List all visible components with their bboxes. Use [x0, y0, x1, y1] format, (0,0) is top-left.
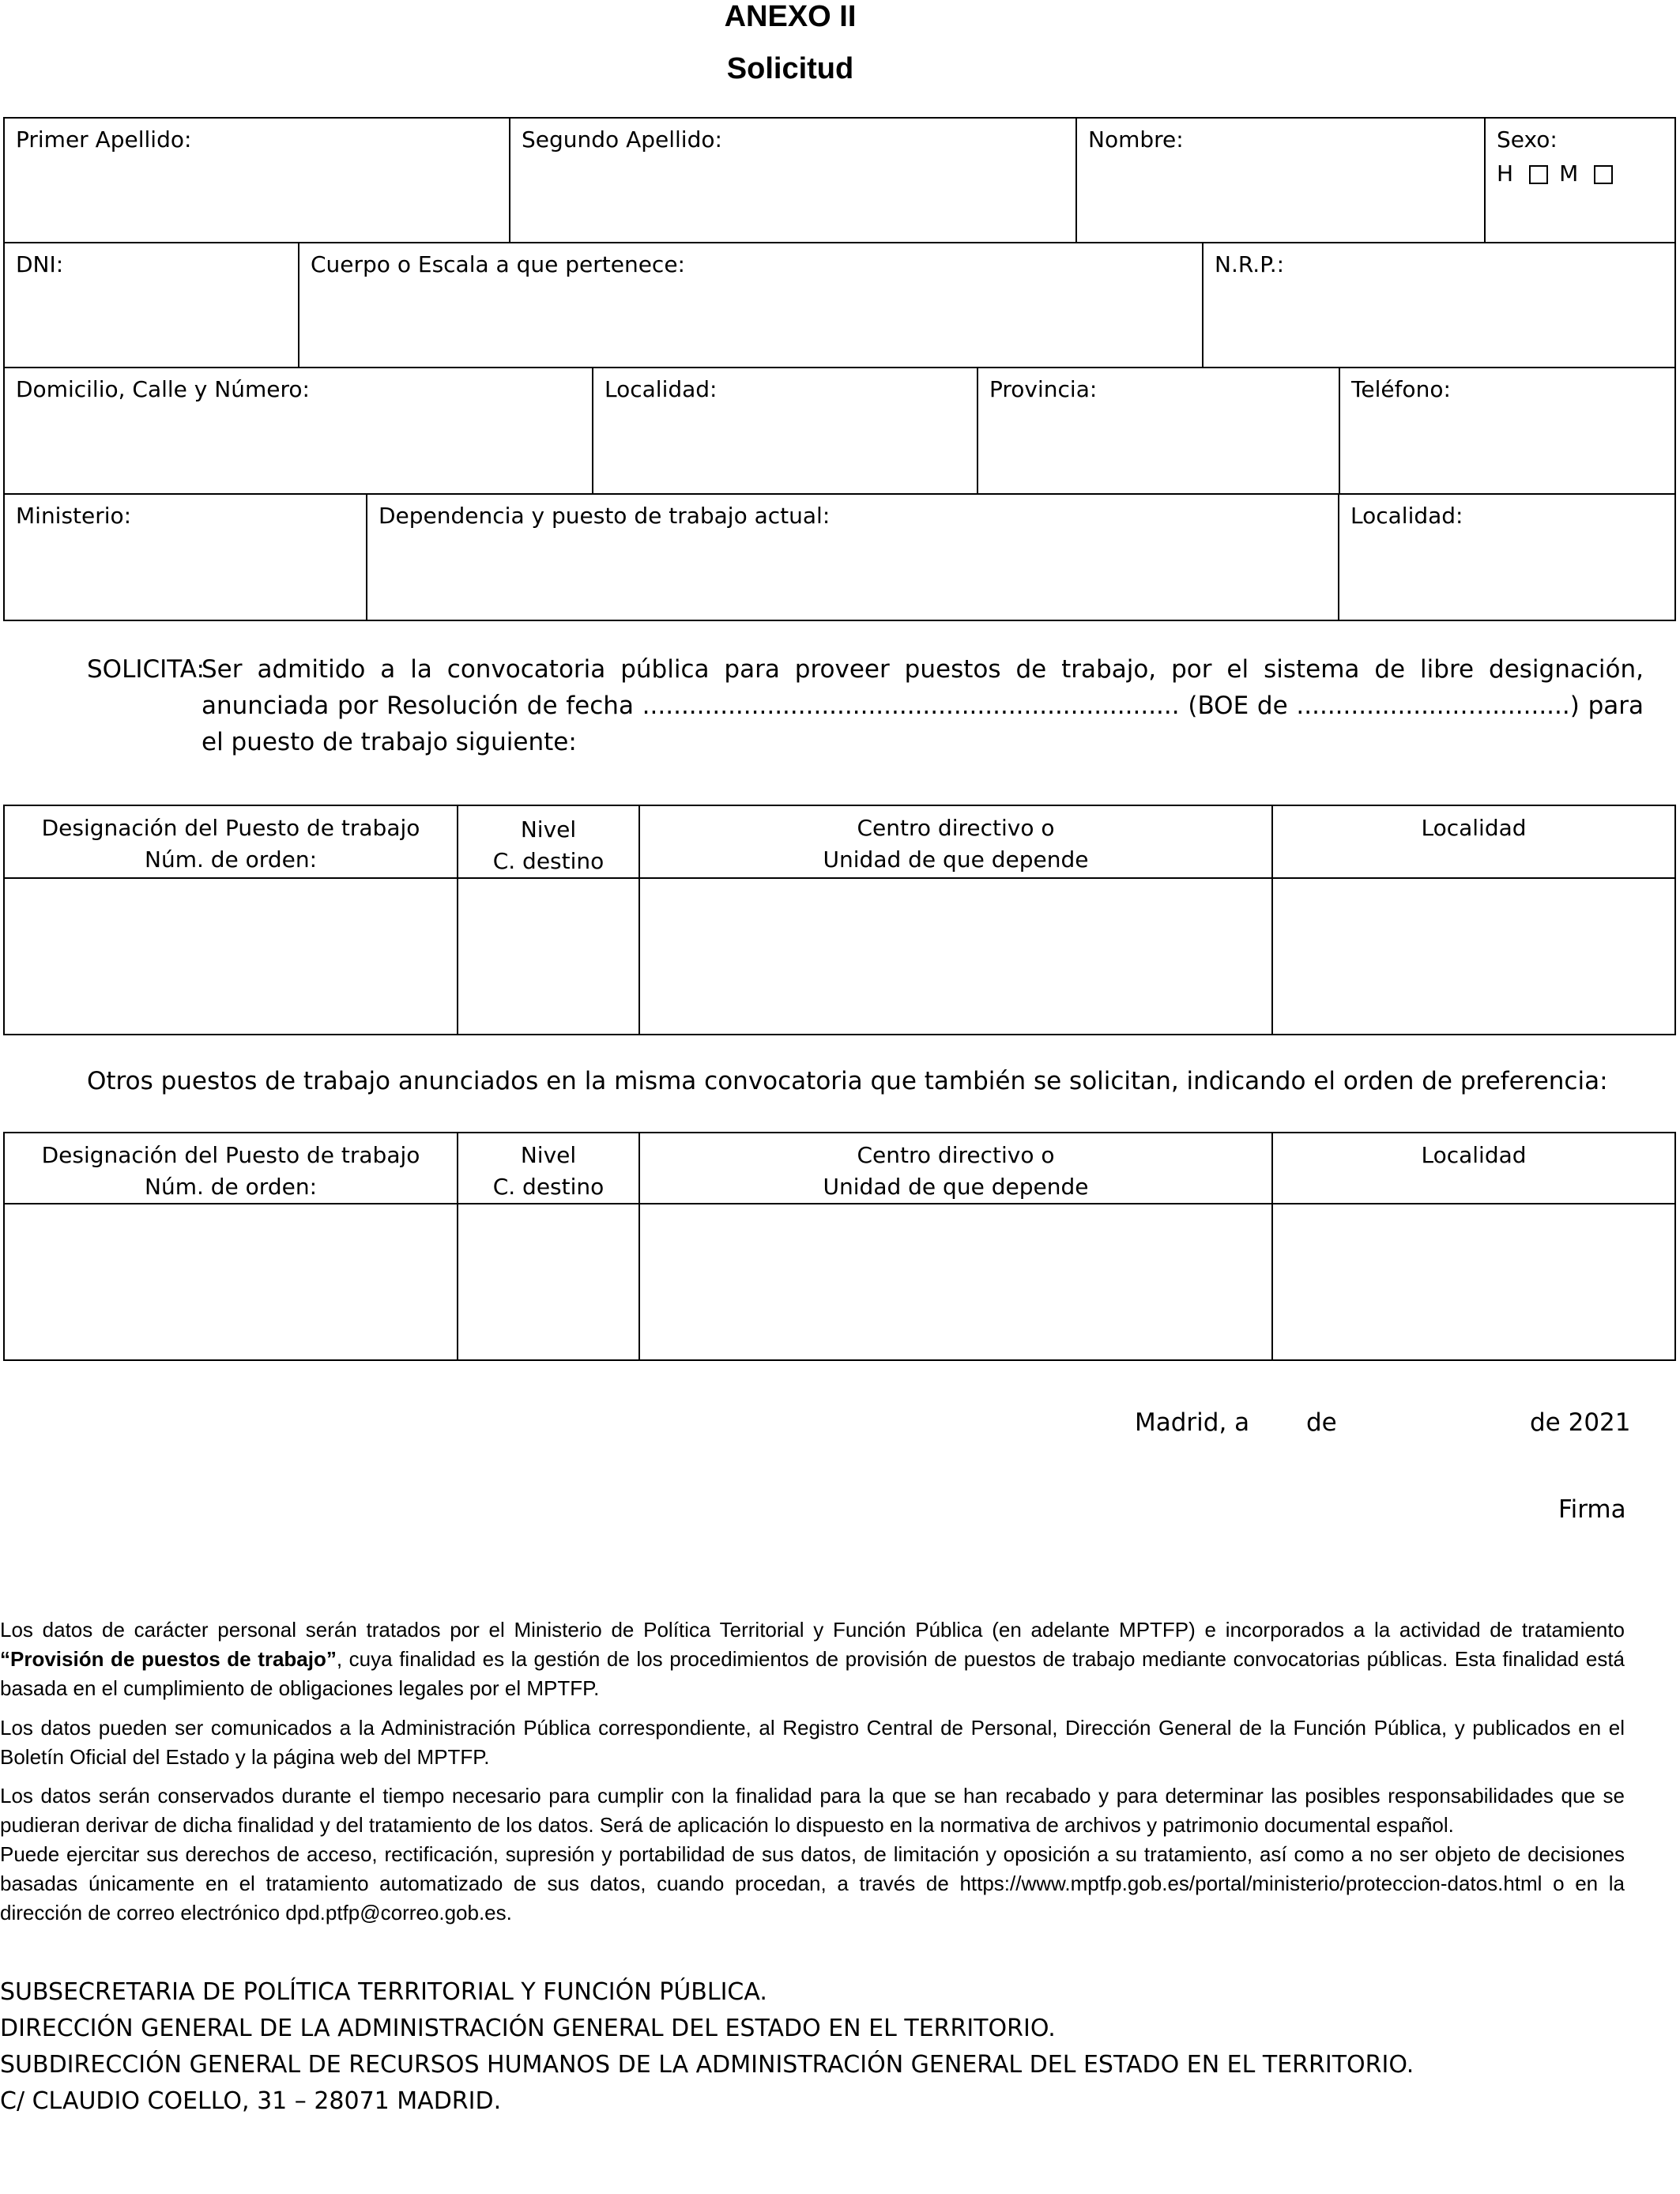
madrid-label: Madrid, a — [1135, 1408, 1250, 1437]
field-provincia[interactable]: Provincia: — [977, 368, 1339, 494]
field-nombre[interactable]: Nombre: — [1076, 118, 1485, 243]
personal-row-3 — [3, 367, 1676, 495]
otros-col-localidad: Localidad — [1272, 1133, 1675, 1204]
legal-paragraph-4: Puede ejercitar sus derechos de acceso, rectificación, supresión y portabilidad de sus datos, de limitación y oposición a su tratamiento, así como a no ser objeto de decisiones basadas únicamente en el tratamiento automatizado de sus datos, cuando procedan, a través de https://www.mptfp.gob.es/portal/ministerio/proteccion-datos.html o en la dirección de correo electrónico dpd.ptfp@correo.gob.es. — [0, 1842, 1625, 1924]
address-line-2: DIRECCIÓN GENERAL DE LA ADMINISTRACIÓN GENERAL DEL ESTADO EN EL TERRITORIO. — [0, 2015, 1056, 2042]
legal-paragraph-3: Los datos serán conservados durante el tiempo necesario para cumplir con la finalidad para la que se han recabado y para determinar las posibles responsabilidades que se pudieran derivar de dicha finalidad y del tratamiento de los datos. Será de aplicación lo dispuesto en la normativa de archivos y patrimonio documental español. — [0, 1784, 1625, 1837]
personal-row-2 — [3, 242, 1676, 368]
field-localidad-domicilio[interactable]: Localidad: — [593, 368, 977, 494]
sexo-m-checkbox[interactable] — [1594, 165, 1613, 184]
otros-cell-centro[interactable] — [639, 1204, 1272, 1360]
otros-cell-nivel[interactable] — [458, 1204, 639, 1360]
puesto-cell-nivel[interactable] — [458, 878, 639, 1035]
otros-puestos-text: Otros puestos de trabajo anunciados en la misma convocatoria que también se solicitan, indicando el orden de preferencia: — [87, 1067, 1608, 1095]
field-localidad-puesto[interactable]: Localidad: — [1339, 494, 1675, 620]
legal-paragraph-2: Los datos pueden ser comunicados a la Administración Pública correspondiente, al Registro Central de Personal, Dirección General de la Función Pública, y publicados en el Boletín Oficial del Estado y la página web del MPTFP. — [0, 1716, 1625, 1769]
field-nrp[interactable]: N.R.P.: — [1203, 243, 1675, 368]
sexo-h-checkbox[interactable] — [1529, 165, 1548, 184]
otros-table — [3, 1132, 1676, 1361]
puesto-cell-localidad[interactable] — [1272, 878, 1675, 1035]
form-subtitle: Solicitud — [726, 52, 854, 85]
field-primer-apellido[interactable]: Primer Apellido: — [4, 118, 510, 243]
field-cuerpo-escala[interactable]: Cuerpo o Escala a que pertenece: — [299, 243, 1203, 368]
field-dni[interactable]: DNI: — [4, 243, 299, 368]
puesto-table — [3, 805, 1676, 1035]
sexo-m-label: M — [1559, 160, 1579, 187]
firma-label: Firma — [1558, 1495, 1626, 1524]
field-dependencia-puesto[interactable]: Dependencia y puesto de trabajo actual: — [367, 494, 1339, 620]
personal-row-1 — [3, 117, 1676, 243]
otros-col-nivel: Nivel C. destino — [458, 1133, 639, 1204]
legal-paragraph-1: Los datos de carácter personal serán tratados por el Ministerio de Política Territorial y Función Pública (en adelante MPTFP) e incorporados a la actividad de tratamiento “Provisión de puestos de trabajo”, cuya finalidad es la gestión de los procedimientos de provisión de puestos de trabajo mediante convocatorias públicas. Esta finalidad está basada en el cumplimiento de obligaciones legales por el MPTFP. — [0, 1618, 1625, 1700]
address-line-3: SUBDIRECCIÓN GENERAL DE RECURSOS HUMANOS DE LA ADMINISTRACIÓN GENERAL DEL ESTADO EN EL TERRITORIO. — [0, 2051, 1414, 2079]
field-telefono[interactable]: Teléfono: — [1339, 368, 1675, 494]
annex-title: ANEXO II — [724, 0, 857, 33]
field-segundo-apellido[interactable]: Segundo Apellido: — [510, 118, 1076, 243]
solicita-paragraph — [87, 651, 1644, 756]
solicita-text: Ser admitido a la convocatoria pública para proveer puestos de trabajo, por el sistema de libre designación, anunciada por Resolución de fecha ..................................................................... (BOE de .....................…...........) para el puesto de trabajo siguiente: — [202, 655, 1644, 756]
solicita-label: SOLICITA: — [87, 655, 205, 684]
puesto-col-localidad: Localidad — [1272, 805, 1675, 878]
field-ministerio[interactable]: Ministerio: — [4, 494, 367, 620]
date-de-year: de 2021 — [1530, 1408, 1631, 1437]
address-line-4: C/ CLAUDIO COELLO, 31 – 28071 MADRID. — [0, 2087, 502, 2115]
field-domicilio[interactable]: Domicilio, Calle y Número: — [4, 368, 593, 494]
otros-cell-designacion[interactable] — [4, 1204, 458, 1360]
puesto-cell-designacion[interactable] — [4, 878, 458, 1035]
sexo-h-label: H — [1497, 160, 1514, 187]
puesto-col-centro: Centro directivo o Unidad de que depende — [639, 805, 1272, 878]
field-sexo: Sexo: H M — [1485, 118, 1675, 243]
otros-col-designacion: Designación del Puesto de trabajo Núm. de orden: — [4, 1133, 458, 1204]
personal-row-4 — [3, 493, 1676, 621]
address-line-1: SUBSECRETARIA DE POLÍTICA TERRITORIAL Y FUNCIÓN PÚBLICA. — [0, 1978, 767, 2006]
puesto-col-designacion: Designación del Puesto de trabajo Núm. de orden: — [4, 805, 458, 878]
otros-cell-localidad[interactable] — [1272, 1204, 1675, 1360]
date-de-1: de — [1306, 1408, 1337, 1437]
otros-col-centro: Centro directivo o Unidad de que depende — [639, 1133, 1272, 1204]
puesto-cell-centro[interactable] — [639, 878, 1272, 1035]
puesto-col-nivel: Nivel C. destino — [458, 805, 639, 878]
